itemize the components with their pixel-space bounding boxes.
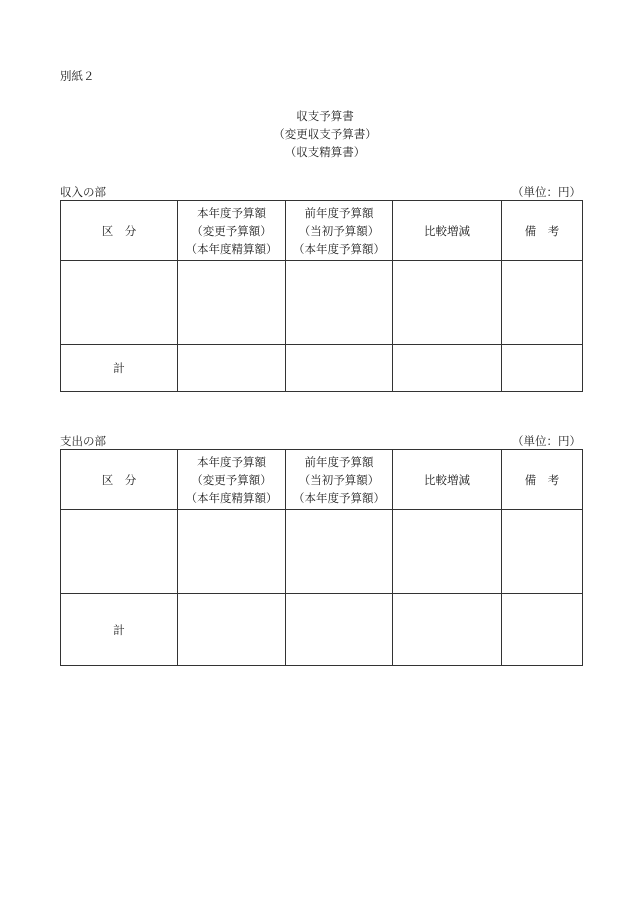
expenditure-header-row: [61, 450, 583, 510]
income-table: [60, 200, 583, 392]
header-previous-year: 前年度予算額 （当初予算額） （本年度予算額）: [286, 450, 393, 510]
income-cell-current: [178, 261, 286, 345]
expenditure-body-row: [61, 510, 583, 594]
income-total-previous: [286, 345, 393, 392]
expenditure-total-difference: [393, 594, 502, 666]
expenditure-cell-difference: [393, 510, 502, 594]
expenditure-cell-remarks: [502, 510, 583, 594]
expenditure-total-row: [61, 594, 583, 666]
header-remarks: 備 考: [502, 450, 583, 510]
header-difference: 比較増減: [393, 450, 502, 510]
income-section-label: 収入の部: [60, 185, 106, 199]
attachment-label: 別紙２: [60, 69, 95, 83]
document-titles: [0, 107, 630, 161]
title-main: 収支予算書: [296, 109, 354, 123]
income-total-current: [178, 345, 286, 392]
header-remarks: 備 考: [502, 201, 583, 261]
expenditure-total-remarks: [502, 594, 583, 666]
header-previous-year: 前年度予算額 （当初予算額） （本年度予算額）: [286, 201, 393, 261]
expenditure-cell-current: [178, 510, 286, 594]
income-cell-previous: [286, 261, 393, 345]
income-cell-category: [61, 261, 178, 345]
title-settlement: （収支精算書）: [284, 145, 366, 159]
expenditure-total-label: 計: [61, 594, 178, 666]
header-difference: 比較増減: [393, 201, 502, 261]
expenditure-unit-label: （単位：円）: [512, 434, 581, 448]
expenditure-section-label: 支出の部: [60, 434, 106, 448]
income-unit-label: （単位：円）: [512, 185, 581, 199]
income-total-difference: [393, 345, 502, 392]
header-category: 区 分: [61, 201, 178, 261]
expenditure-cell-category: [61, 510, 178, 594]
header-category: 区 分: [61, 450, 178, 510]
expenditure-total-current: [178, 594, 286, 666]
income-total-label: 計: [61, 345, 178, 392]
title-revised: （変更収支予算書）: [273, 127, 377, 141]
income-cell-remarks: [502, 261, 583, 345]
income-body-row: [61, 261, 583, 345]
expenditure-cell-previous: [286, 510, 393, 594]
income-total-row: [61, 345, 583, 392]
income-cell-difference: [393, 261, 502, 345]
expenditure-table: [60, 449, 583, 666]
header-current-year: 本年度予算額 （変更予算額） （本年度精算額）: [178, 450, 286, 510]
expenditure-total-previous: [286, 594, 393, 666]
income-header-row: [61, 201, 583, 261]
header-current-year: 本年度予算額 （変更予算額） （本年度精算額）: [178, 201, 286, 261]
income-total-remarks: [502, 345, 583, 392]
